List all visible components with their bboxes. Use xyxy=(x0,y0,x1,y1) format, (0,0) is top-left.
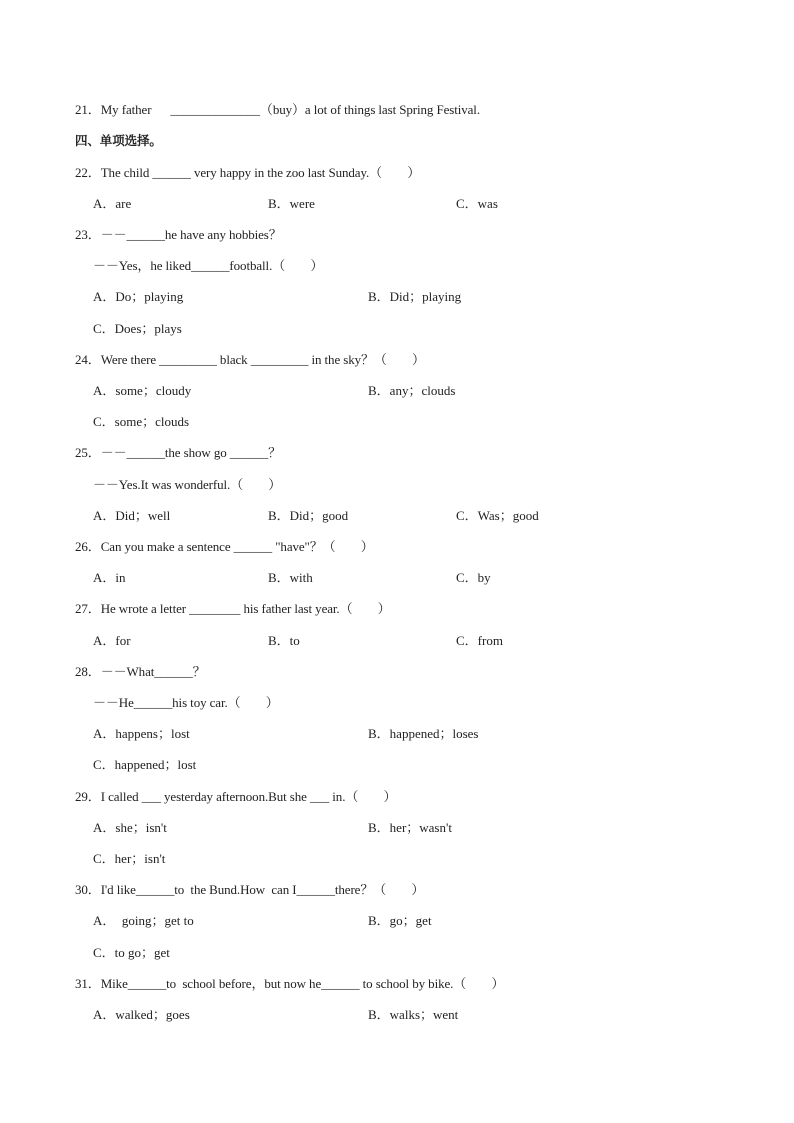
question-28-option-c[interactable]: C．happened；lost xyxy=(93,757,197,772)
question-29-option-c[interactable]: C．her；isn't xyxy=(93,851,166,866)
question-27-stem: 27．He wrote a letter ________ his father last year.（ ） xyxy=(75,601,391,616)
question-26-option-a[interactable]: A．in xyxy=(93,570,126,585)
section-heading: 四、单项选择。 xyxy=(75,133,162,148)
question-28-stem-2: －－He______his toy car.（ ） xyxy=(93,695,279,710)
question-29-option-b[interactable]: B．her；wasn't xyxy=(368,820,452,835)
question-21: 21．My father ______________（buy）a lot of things last Spring Festival. xyxy=(75,102,480,117)
question-22-option-a[interactable]: A．are xyxy=(93,196,132,211)
question-27-option-c[interactable]: C．from xyxy=(456,633,503,648)
question-28-option-a[interactable]: A．happens；lost xyxy=(93,726,190,741)
question-24-option-b[interactable]: B．any；clouds xyxy=(368,383,456,398)
question-22-stem: 22．The child ______ very happy in the zoo last Sunday.（ ） xyxy=(75,165,421,180)
question-25-stem: 25．－－______the show go ______？ xyxy=(75,445,282,460)
question-25-option-a[interactable]: A．Did；well xyxy=(93,508,171,523)
question-25-stem-2: －－Yes.It was wonderful.（ ） xyxy=(93,477,282,492)
question-24-option-c[interactable]: C．some；clouds xyxy=(93,414,190,429)
question-27-option-b[interactable]: B．to xyxy=(268,633,300,648)
question-23-option-a[interactable]: A．Do；playing xyxy=(93,289,184,304)
question-26-option-b[interactable]: B．with xyxy=(268,570,313,585)
question-25-option-b[interactable]: B．Did；good xyxy=(268,508,349,523)
question-31-stem: 31．Mike______to school before，but now he______ to school by bike.（ ） xyxy=(75,976,505,991)
question-24-option-a[interactable]: A．some；cloudy xyxy=(93,383,192,398)
question-30-stem: 30．I'd like______to the Bund.How can I______there？（ ） xyxy=(75,882,425,897)
question-26-stem: 26．Can you make a sentence ______ "have"？（ ） xyxy=(75,539,374,554)
question-29-stem: 29．I called ___ yesterday afternoon.But she ___ in.（ ） xyxy=(75,789,397,804)
question-24-stem: 24．Were there _________ black _________ in the sky？（ ） xyxy=(75,352,425,367)
question-22-option-c[interactable]: C．was xyxy=(456,196,498,211)
question-30-option-b[interactable]: B．go；get xyxy=(368,913,432,928)
question-25-option-c[interactable]: C．Was；good xyxy=(456,508,539,523)
question-23-stem: 23．－－______he have any hobbies？ xyxy=(75,227,282,242)
question-27-option-a[interactable]: A．for xyxy=(93,633,131,648)
question-26-option-c[interactable]: C．by xyxy=(456,570,491,585)
question-28-option-b[interactable]: B．happened；loses xyxy=(368,726,479,741)
question-23-stem-2: －－Yes，he liked______football.（ ） xyxy=(93,258,324,273)
question-30-option-a[interactable]: A． going；get to xyxy=(93,913,194,928)
question-31-option-a[interactable]: A．walked；goes xyxy=(93,1007,190,1022)
question-23-option-c[interactable]: C．Does；plays xyxy=(93,321,182,336)
question-31-option-b[interactable]: B．walks；went xyxy=(368,1007,459,1022)
question-29-option-a[interactable]: A．she；isn't xyxy=(93,820,167,835)
question-23-option-b[interactable]: B．Did；playing xyxy=(368,289,462,304)
question-30-option-c[interactable]: C．to go；get xyxy=(93,945,170,960)
question-28-stem: 28．－－What______？ xyxy=(75,664,206,679)
question-22-option-b[interactable]: B．were xyxy=(268,196,315,211)
